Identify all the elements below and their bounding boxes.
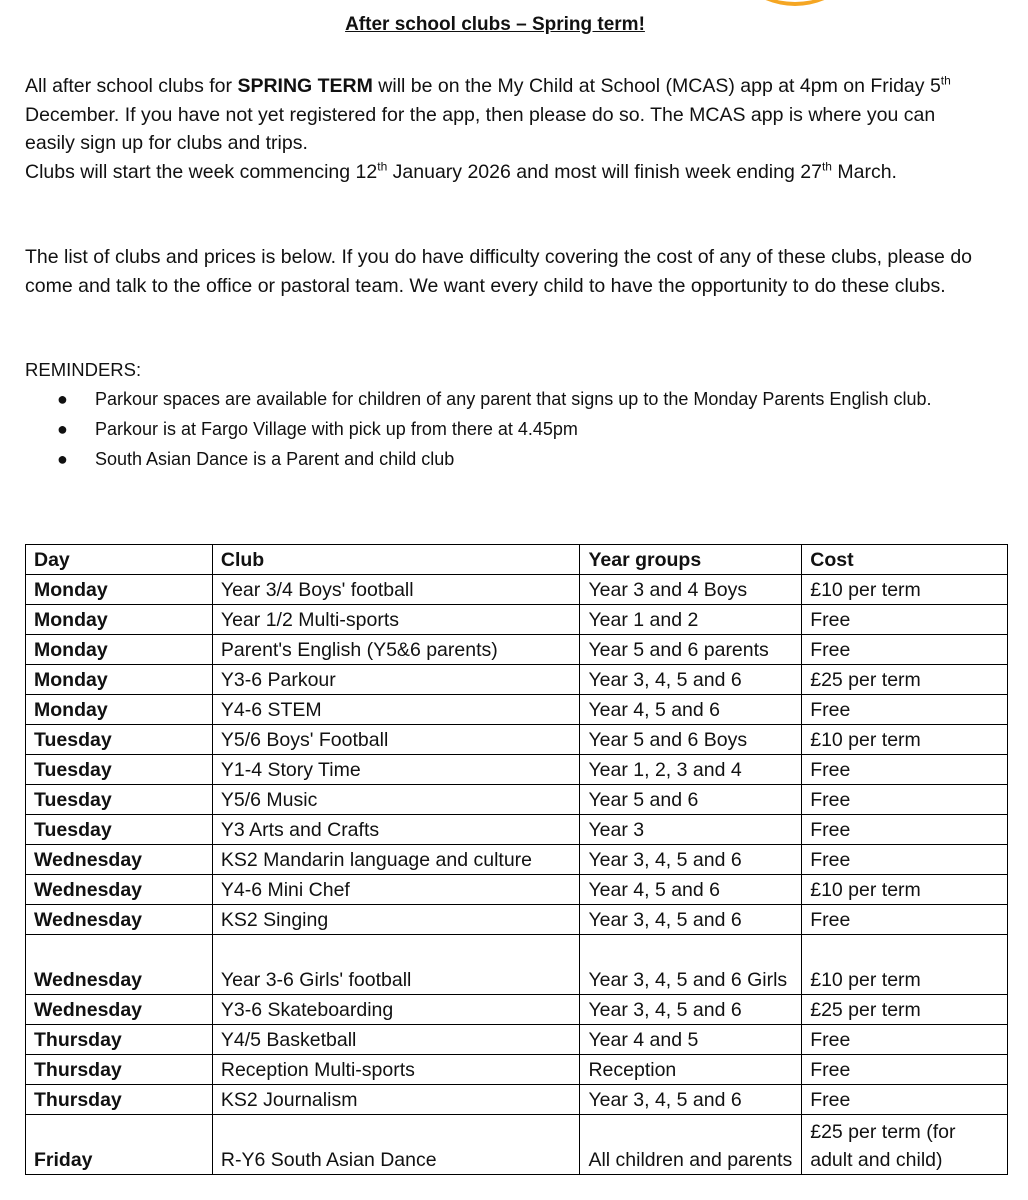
table-row — [26, 1085, 1008, 1115]
cell-day: Wednesday — [26, 995, 213, 1025]
cell-year-groups: Year 4 and 5 — [580, 1025, 802, 1055]
cell-club: Year 1/2 Multi-sports — [212, 605, 580, 635]
cell-day: Thursday — [26, 1025, 213, 1055]
table-row — [26, 755, 1008, 785]
cell-year-groups: Year 5 and 6 — [580, 785, 802, 815]
cell-year-groups: All children and parents — [580, 1115, 802, 1175]
cell-year-groups: Year 5 and 6 Boys — [580, 725, 802, 755]
cell-club: Y3 Arts and Crafts — [212, 815, 580, 845]
cell-year-groups: Year 3, 4, 5 and 6 — [580, 845, 802, 875]
cell-year-groups: Year 3 — [580, 815, 802, 845]
table-header-row — [26, 545, 1008, 575]
cell-club: Y5/6 Boys' Football — [212, 725, 580, 755]
cell-cost: £10 per term — [802, 875, 1008, 905]
ordinal-suffix: th — [940, 73, 951, 88]
cell-year-groups: Year 4, 5 and 6 — [580, 695, 802, 725]
table-row — [26, 605, 1008, 635]
cell-day: Wednesday — [26, 875, 213, 905]
cell-cost: Free — [802, 755, 1008, 785]
cell-cost: Free — [802, 1025, 1008, 1055]
cell-year-groups: Year 5 and 6 parents — [580, 635, 802, 665]
table-row — [26, 905, 1008, 935]
cell-day: Monday — [26, 665, 213, 695]
cell-cost: Free — [802, 845, 1008, 875]
cell-year-groups: Reception — [580, 1055, 802, 1085]
intro-text: will be on the My Child at School (MCAS) app at 4pm on Friday 5 — [372, 75, 941, 97]
header-day: Day — [26, 545, 213, 575]
cell-club: Y3-6 Skateboarding — [212, 995, 580, 1025]
table-row — [26, 665, 1008, 695]
cell-day: Friday — [26, 1115, 213, 1175]
cell-club: Y1-4 Story Time — [212, 755, 580, 785]
reminder-item — [57, 415, 975, 443]
cell-day: Tuesday — [26, 725, 213, 755]
cell-club: Y4/5 Basketball — [212, 1025, 580, 1055]
cell-cost: Free — [802, 815, 1008, 845]
table-row — [26, 845, 1008, 875]
cell-cost: £10 per term — [802, 725, 1008, 755]
bullet-icon: ● — [57, 389, 68, 409]
cell-club: KS2 Singing — [212, 905, 580, 935]
cell-club: KS2 Journalism — [212, 1085, 580, 1115]
table-row — [26, 1055, 1008, 1085]
cell-cost: Free — [802, 695, 1008, 725]
ordinal-suffix: th — [377, 159, 388, 173]
header-club: Club — [212, 545, 580, 575]
cell-club: Parent's English (Y5&6 parents) — [212, 635, 580, 665]
reminder-text: Parkour is at Fargo Village with pick up from there at 4.45pm — [95, 419, 578, 439]
cell-year-groups: Year 3, 4, 5 and 6 Girls — [580, 935, 802, 995]
reminder-text: Parkour spaces are available for children of any parent that signs up to the Monday Parents English club. — [95, 389, 932, 409]
cell-year-groups: Year 3, 4, 5 and 6 — [580, 665, 802, 695]
page-title: After school clubs – Spring term! — [345, 14, 645, 35]
cell-cost: Free — [802, 605, 1008, 635]
start-date-text: March. — [831, 160, 897, 183]
cell-club: Year 3/4 Boys' football — [212, 575, 580, 605]
table-row — [26, 995, 1008, 1025]
cell-day: Wednesday — [26, 905, 213, 935]
cell-cost: Free — [802, 905, 1008, 935]
cell-year-groups: Year 4, 5 and 6 — [580, 875, 802, 905]
cell-cost: £25 per term (for adult and child) — [802, 1115, 1008, 1175]
cell-cost: Free — [802, 1085, 1008, 1115]
bullet-icon: ● — [57, 449, 68, 469]
cell-day: Tuesday — [26, 815, 213, 845]
cell-day: Thursday — [26, 1055, 213, 1085]
start-date-text: Clubs will start the week commencing 12 — [25, 160, 378, 183]
cell-day: Tuesday — [26, 755, 213, 785]
cost-note-paragraph: The list of clubs and prices is below. If you do have difficulty covering the cost of any of these clubs, please do come and talk to the office or pastoral team. We want every child to have the opportunity to do these clubs. — [25, 246, 973, 297]
cell-cost: £25 per term — [802, 665, 1008, 695]
table-row — [26, 635, 1008, 665]
table-row — [26, 815, 1008, 845]
cell-club: Year 3-6 Girls' football — [212, 935, 580, 995]
reminders-list — [57, 385, 975, 475]
bullet-icon: ● — [57, 419, 68, 439]
cell-cost: Free — [802, 635, 1008, 665]
ordinal-suffix: th — [821, 159, 832, 173]
reminder-item — [57, 445, 975, 473]
cell-cost: £25 per term — [802, 995, 1008, 1025]
table-row — [26, 1025, 1008, 1055]
cell-year-groups: Year 1 and 2 — [580, 605, 802, 635]
intro-text: December. If you have not yet registered for the app, then please do so. The MCAS app is where you can easily sign up for clubs and trips. — [25, 103, 936, 154]
cell-year-groups: Year 3, 4, 5 and 6 — [580, 905, 802, 935]
cell-club: Y5/6 Music — [212, 785, 580, 815]
intro-paragraph — [25, 72, 975, 186]
cell-cost: £10 per term — [802, 575, 1008, 605]
cell-club: Y3-6 Parkour — [212, 665, 580, 695]
reminder-item — [57, 385, 975, 413]
cell-day: Tuesday — [26, 785, 213, 815]
cell-day: Monday — [26, 575, 213, 605]
table-row — [26, 1115, 1008, 1175]
table-row — [26, 785, 1008, 815]
table-row — [26, 725, 1008, 755]
reminder-text: South Asian Dance is a Parent and child club — [95, 449, 455, 469]
table-row — [26, 935, 1008, 995]
start-date-text: January 2026 and most will finish week ending 27 — [387, 160, 822, 183]
cell-year-groups: Year 3, 4, 5 and 6 — [580, 1085, 802, 1115]
intro-bold-term: SPRING TERM — [237, 75, 373, 97]
cell-day: Wednesday — [26, 845, 213, 875]
cell-year-groups: Year 1, 2, 3 and 4 — [580, 755, 802, 785]
cell-cost: Free — [802, 785, 1008, 815]
table-row — [26, 695, 1008, 725]
cell-club: Reception Multi-sports — [212, 1055, 580, 1085]
cell-cost: £10 per term — [802, 935, 1008, 995]
table-row — [26, 875, 1008, 905]
cell-year-groups: Year 3 and 4 Boys — [580, 575, 802, 605]
reminders-heading: REMINDERS: — [25, 359, 142, 380]
cell-day: Monday — [26, 695, 213, 725]
cell-club: Y4-6 STEM — [212, 695, 580, 725]
cell-day: Monday — [26, 635, 213, 665]
clubs-table — [25, 544, 1008, 1175]
table-row — [26, 575, 1008, 605]
cell-year-groups: Year 3, 4, 5 and 6 — [580, 995, 802, 1025]
cell-day: Wednesday — [26, 935, 213, 995]
cell-club: R-Y6 South Asian Dance — [212, 1115, 580, 1175]
cell-day: Monday — [26, 605, 213, 635]
cell-club: KS2 Mandarin language and culture — [212, 845, 580, 875]
header-cost: Cost — [802, 545, 1008, 575]
cell-cost: Free — [802, 1055, 1008, 1085]
decorative-arc — [720, 0, 870, 6]
cell-day: Thursday — [26, 1085, 213, 1115]
header-year-groups: Year groups — [580, 545, 802, 575]
intro-text: All after school clubs for — [25, 75, 238, 97]
cell-club: Y4-6 Mini Chef — [212, 875, 580, 905]
